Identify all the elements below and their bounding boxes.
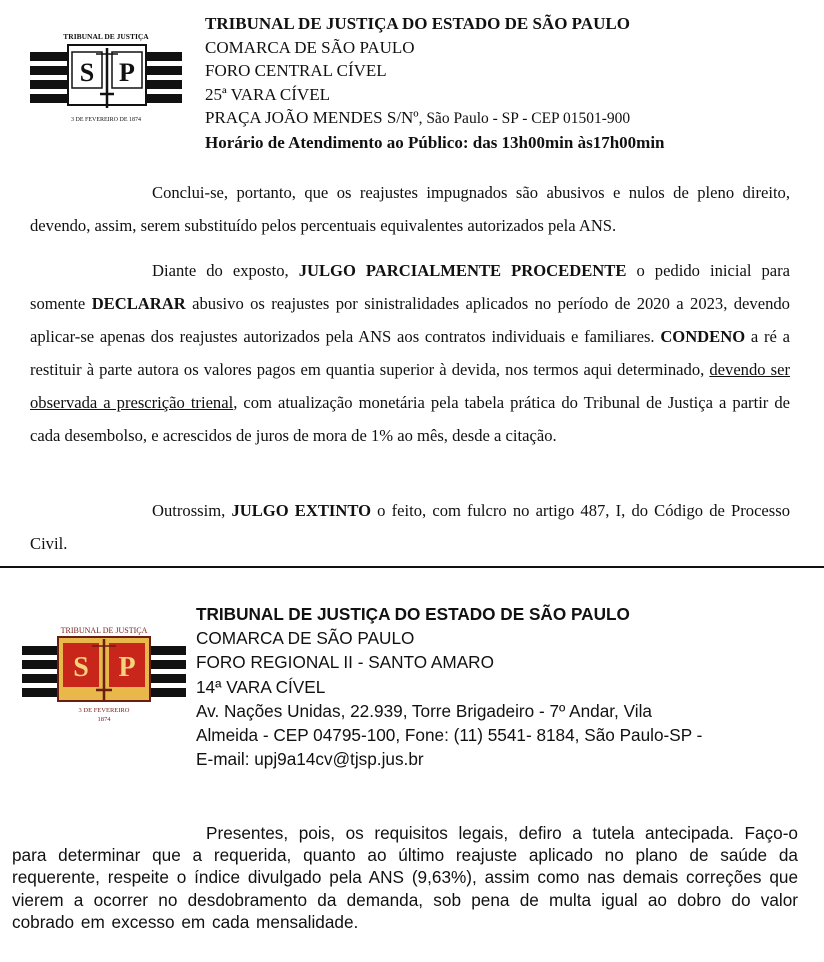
- ruling-text-2: o pedido inicial para somente: [30, 261, 791, 313]
- ruling-text-3: abusivo os reajustes por sinistralidades aplicados no período de 2020 a 2023, devendo aplicar-se apenas dos reajustes autorizados pela ANS aos contratos individuais e familiares.: [30, 294, 790, 346]
- court-header: [205, 12, 665, 155]
- ruling-text-1: Diante do exposto,: [152, 261, 299, 280]
- extinction-text-2: o feito, com fulcro no artigo 487, I, do Código de Processo Civil.: [30, 501, 791, 553]
- address-line: [205, 106, 665, 131]
- paragraph-conclusion: [30, 176, 790, 242]
- court-header: [196, 602, 702, 771]
- extinction-text-1: Outrossim,: [152, 501, 232, 520]
- court-title: TRIBUNAL DE JUSTIÇA DO ESTADO DE SÃO PAULO: [196, 604, 630, 624]
- address-suffix: , São Paulo - SP - CEP 01501-900: [418, 110, 631, 128]
- paragraph-extinction-text: [30, 494, 790, 560]
- seal-top-text: TRIBUNAL DE JUSTIÇA: [63, 32, 149, 41]
- address-line-1: Av. Nações Unidas, 22.939, Torre Brigadeiro - 7º Andar, Vila: [196, 700, 652, 721]
- paragraph-extinction: [30, 494, 790, 560]
- seal-bottom-text-1: 3 DE FEVEREIRO: [78, 707, 130, 714]
- seal-letter-s: S: [73, 652, 89, 683]
- paragraph-conclusion-text: Conclui-se, portanto, que os reajustes impugnados são abusivos e nulos de pleno direito, devendo, assim, serem substituído pelos percentuais equivalentes autorizados pela ANS.: [30, 183, 790, 235]
- paragraph-ruling-text: [30, 254, 790, 452]
- ruling-bold-julgo: JULGO PARCIALMENTE PROCEDENTE: [298, 261, 627, 280]
- paragraph-ruling: [30, 254, 790, 452]
- seal-letter-p: P: [119, 58, 135, 87]
- address-prefix: PRAÇA JOÃO MENDES S/Nº: [205, 108, 419, 128]
- seal-bottom-text-2: 1874: [97, 716, 111, 723]
- seal-letter-s: S: [79, 58, 95, 87]
- tjsp-seal-logo: [30, 30, 182, 126]
- tjsp-seal-logo-color: [22, 624, 186, 724]
- court-title: TRIBUNAL DE JUSTIÇA DO ESTADO DE SÃO PAULO: [205, 14, 630, 33]
- comarca-line: COMARCA DE SÃO PAULO: [196, 628, 415, 649]
- ruling-text-5: , com atualização monetária pela tabela prática do Tribunal de Justiça a partir de cada desembolso, e acrescidos de juros de mora de 1% ao mês, desde a citação.: [30, 393, 790, 445]
- ruling-bold-condeno: CONDENO: [660, 327, 746, 346]
- ruling-bold-declarar: DECLARAR: [91, 294, 186, 313]
- address-line-2: Almeida - CEP 04795-100, Fone: (11) 5541- 8184, São Paulo-SP -: [196, 725, 703, 746]
- ruling-text-4: a ré a restituir à parte autora os valores pagos em quantia superior à devida, nos termos aqui determinado,: [30, 327, 790, 379]
- paragraph-tutela-text: Presentes, pois, os requisitos legais, defiro a tutela antecipada. Faço-o para determinar que a requerida, quanto ao último reajuste aplicado no plano de saúde da requerente, respeite o índice divulgado pela ANS (9,63%), assim como nas demais correções que vierem a ocorrer no desdobramento da demanda, sob pena de multa igual ao dobro do valor cobrado em excesso em cada mensalidade.: [12, 823, 798, 932]
- hours-line: Horário de Atendimento ao Público: das 13h00min às17h00min: [205, 132, 665, 152]
- foro-line: FORO REGIONAL II - SANTO AMARO: [196, 652, 494, 673]
- seal-top-text: TRIBUNAL DE JUSTIÇA: [60, 626, 148, 635]
- foro-line: FORO CENTRAL CÍVEL: [205, 61, 387, 81]
- seal-letter-p: P: [118, 652, 136, 683]
- email-line: E-mail: upj9a14cv@tjsp.jus.br: [196, 749, 424, 770]
- comarca-line: COMARCA DE SÃO PAULO: [205, 37, 415, 57]
- vara-line: 14ª VARA CÍVEL: [196, 676, 326, 697]
- extinction-bold-julgo: JULGO EXTINTO: [231, 501, 372, 520]
- court-document-bottom: [0, 570, 824, 962]
- vara-line: 25ª VARA CÍVEL: [205, 84, 330, 104]
- ruling-underlined-prescricao: devendo ser observada a prescrição trienal: [30, 360, 791, 412]
- page-divider: [0, 566, 824, 568]
- seal-bottom-text: 3 DE FEVEREIRO DE 1874: [71, 117, 141, 123]
- paragraph-tutela: [12, 822, 798, 933]
